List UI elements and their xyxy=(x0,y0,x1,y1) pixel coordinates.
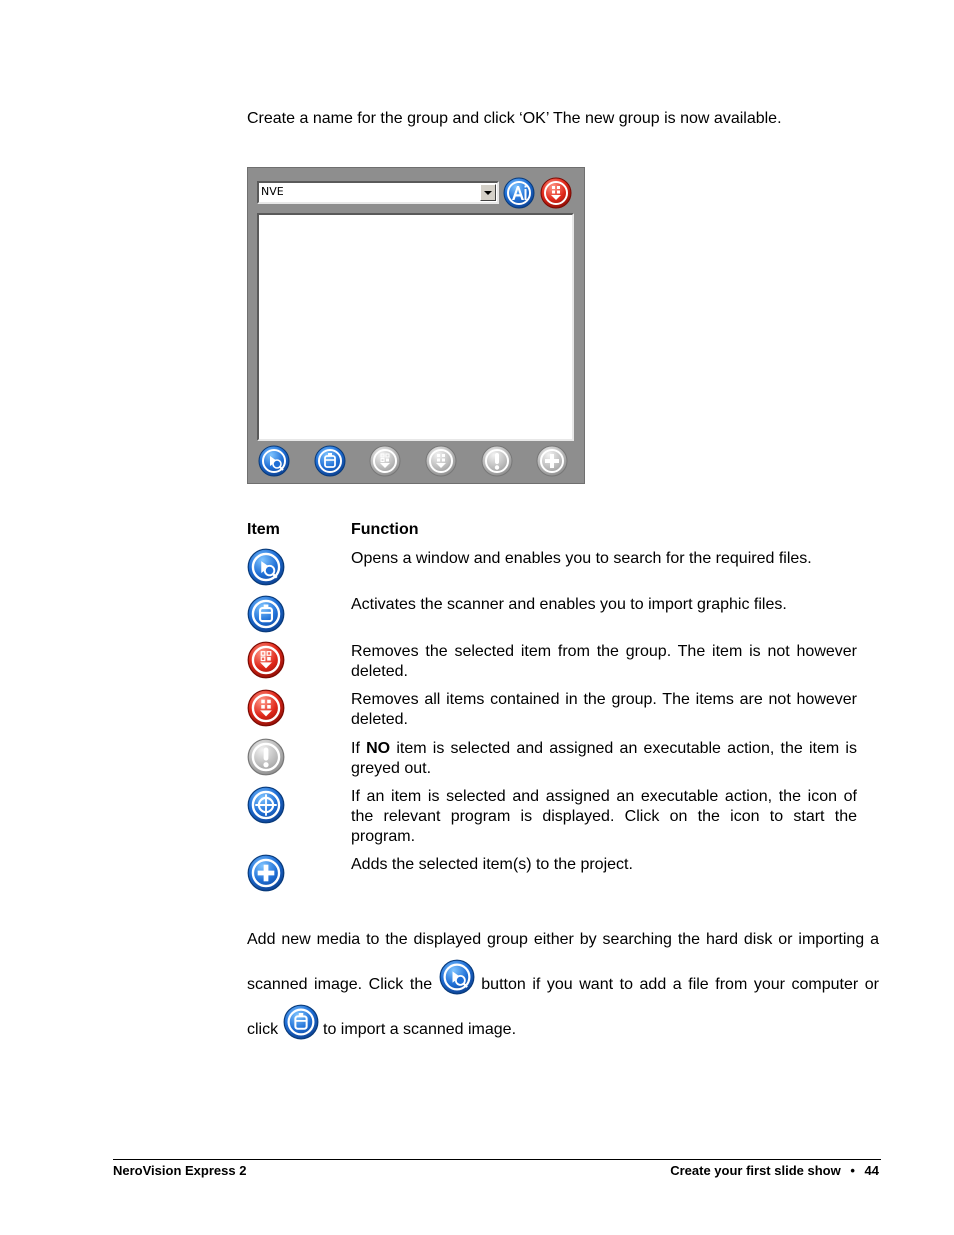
function-text: Removes the selected item from the group. The item is not however deleted. xyxy=(351,643,857,680)
function-text-bold: NO xyxy=(366,740,391,757)
exclamation-icon xyxy=(247,738,285,776)
group-item-list[interactable] xyxy=(257,213,574,441)
group-dropdown-value: NVE xyxy=(261,185,284,198)
group-panel xyxy=(247,167,585,484)
paragraph-part: button if you want to add a file from your computer or click xyxy=(247,976,880,1038)
group-dropdown[interactable] xyxy=(257,181,499,204)
function-text xyxy=(351,739,857,779)
remove-selected-icon xyxy=(247,641,285,679)
ai-icon[interactable] xyxy=(503,177,535,209)
plus-icon[interactable] xyxy=(536,445,568,477)
footer-bullet: • xyxy=(850,1163,855,1178)
chevron-down-icon[interactable] xyxy=(480,184,496,201)
footer-left: NeroVision Express 2 xyxy=(113,1163,247,1178)
function-text-part: item is selected and assigned an executable action, the item is greyed out. xyxy=(351,740,857,777)
exclamation-icon[interactable] xyxy=(481,445,513,477)
function-text: If an item is selected and assigned an executable action, the icon of the relevant program is displayed. Click on the icon to start the program. xyxy=(351,788,857,845)
instruction-paragraph xyxy=(247,921,879,1049)
paragraph-part: Add new media to the displayed group either by searching the hard disk or importing a scanned image. Click the xyxy=(247,931,879,993)
scanner-icon xyxy=(283,1004,319,1040)
target-icon xyxy=(247,786,285,824)
function-text: Activates the scanner and enables you to import graphic files. xyxy=(351,596,787,613)
search-icon xyxy=(247,548,285,586)
table-header-item: Item xyxy=(247,521,280,538)
scanner-icon xyxy=(247,595,285,633)
footer-right xyxy=(670,1163,879,1178)
function-text-part: If xyxy=(351,740,367,757)
footer-section-title: Create your first slide show xyxy=(670,1163,841,1178)
scanner-icon[interactable] xyxy=(314,445,346,477)
remove-all-icon xyxy=(247,689,285,727)
remove-all-icon[interactable] xyxy=(540,177,572,209)
remove-all-icon[interactable] xyxy=(425,445,457,477)
search-icon[interactable] xyxy=(258,445,290,477)
function-text: Opens a window and enables you to search for the required files. xyxy=(351,550,812,567)
function-text: Adds the selected item(s) to the project. xyxy=(351,856,633,873)
search-icon xyxy=(439,959,475,995)
function-text: Removes all items contained in the group. The items are not however deleted. xyxy=(351,691,857,728)
table-header-function: Function xyxy=(351,521,419,538)
paragraph-part: to import a scanned image. xyxy=(323,1021,517,1038)
page-number: 44 xyxy=(864,1163,879,1178)
plus-icon xyxy=(247,854,285,892)
intro-text: Create a name for the group and click ‘OK’ The new group is now available. xyxy=(247,110,782,127)
footer-divider xyxy=(113,1159,881,1160)
remove-selected-icon[interactable] xyxy=(369,445,401,477)
